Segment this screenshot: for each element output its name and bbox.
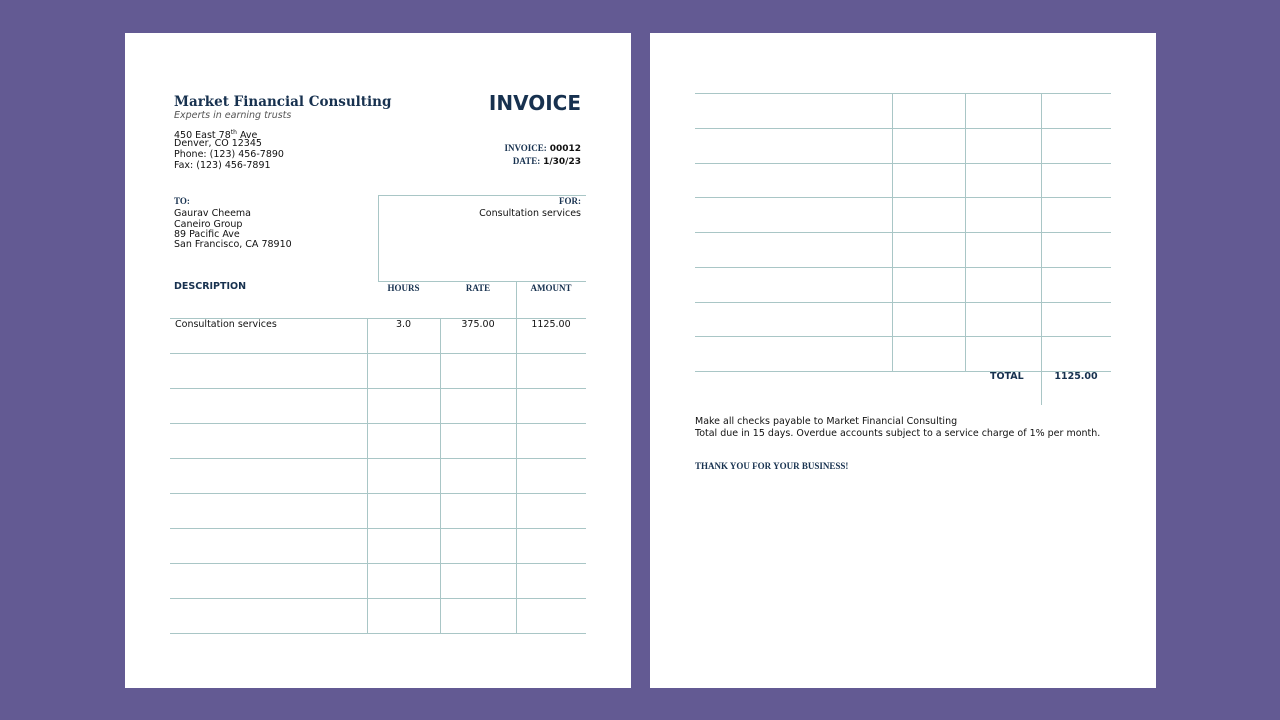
to-label: TO: xyxy=(174,196,190,206)
amount-header: AMOUNT xyxy=(530,283,572,293)
payment-instructions: Make all checks payable to Market Financial Consulting xyxy=(695,416,958,427)
invoice-number: INVOICE: 00012 xyxy=(504,143,581,154)
to-street: 89 Pacific Ave xyxy=(174,229,240,240)
company-name: Market Financial Consulting xyxy=(174,94,392,110)
payment-terms: Total due in 15 days. Overdue accounts subject to a service charge of 1% per month. xyxy=(695,428,1101,439)
invoice-title: INVOICE xyxy=(488,91,581,115)
invoice-page-1 xyxy=(125,33,631,688)
hours-header: HOURS xyxy=(387,283,420,293)
cell-rate: 375.00 xyxy=(461,319,495,330)
invoice-page-2 xyxy=(650,33,1156,688)
to-company: Caneiro Group xyxy=(174,219,243,230)
company-phone: Phone: (123) 456-7890 xyxy=(174,149,284,160)
company-address-line1: 450 East 78th Ave xyxy=(174,129,258,142)
company-address-line2: Denver, CO 12345 xyxy=(174,138,262,149)
rate-header: RATE xyxy=(465,283,491,293)
total-value: 1125.00 xyxy=(1054,371,1098,382)
total-label: TOTAL xyxy=(990,371,1024,382)
invoice-date: DATE: 1/30/23 xyxy=(512,156,581,167)
cell-amount: 1125.00 xyxy=(531,319,571,330)
company-fax: Fax: (123) 456-7891 xyxy=(174,160,271,171)
cell-description: Consultation services xyxy=(175,319,277,330)
for-value: Consultation services xyxy=(479,208,581,219)
company-tagline: Experts in earning trusts xyxy=(174,110,292,121)
thank-you-note: THANK YOU FOR YOUR BUSINESS! xyxy=(695,461,849,471)
description-header: DESCRIPTION xyxy=(174,281,247,292)
cell-hours: 3.0 xyxy=(395,319,412,330)
to-name: Gaurav Cheema xyxy=(174,208,251,219)
to-city: San Francisco, CA 78910 xyxy=(174,239,292,250)
for-label: FOR: xyxy=(559,196,581,206)
